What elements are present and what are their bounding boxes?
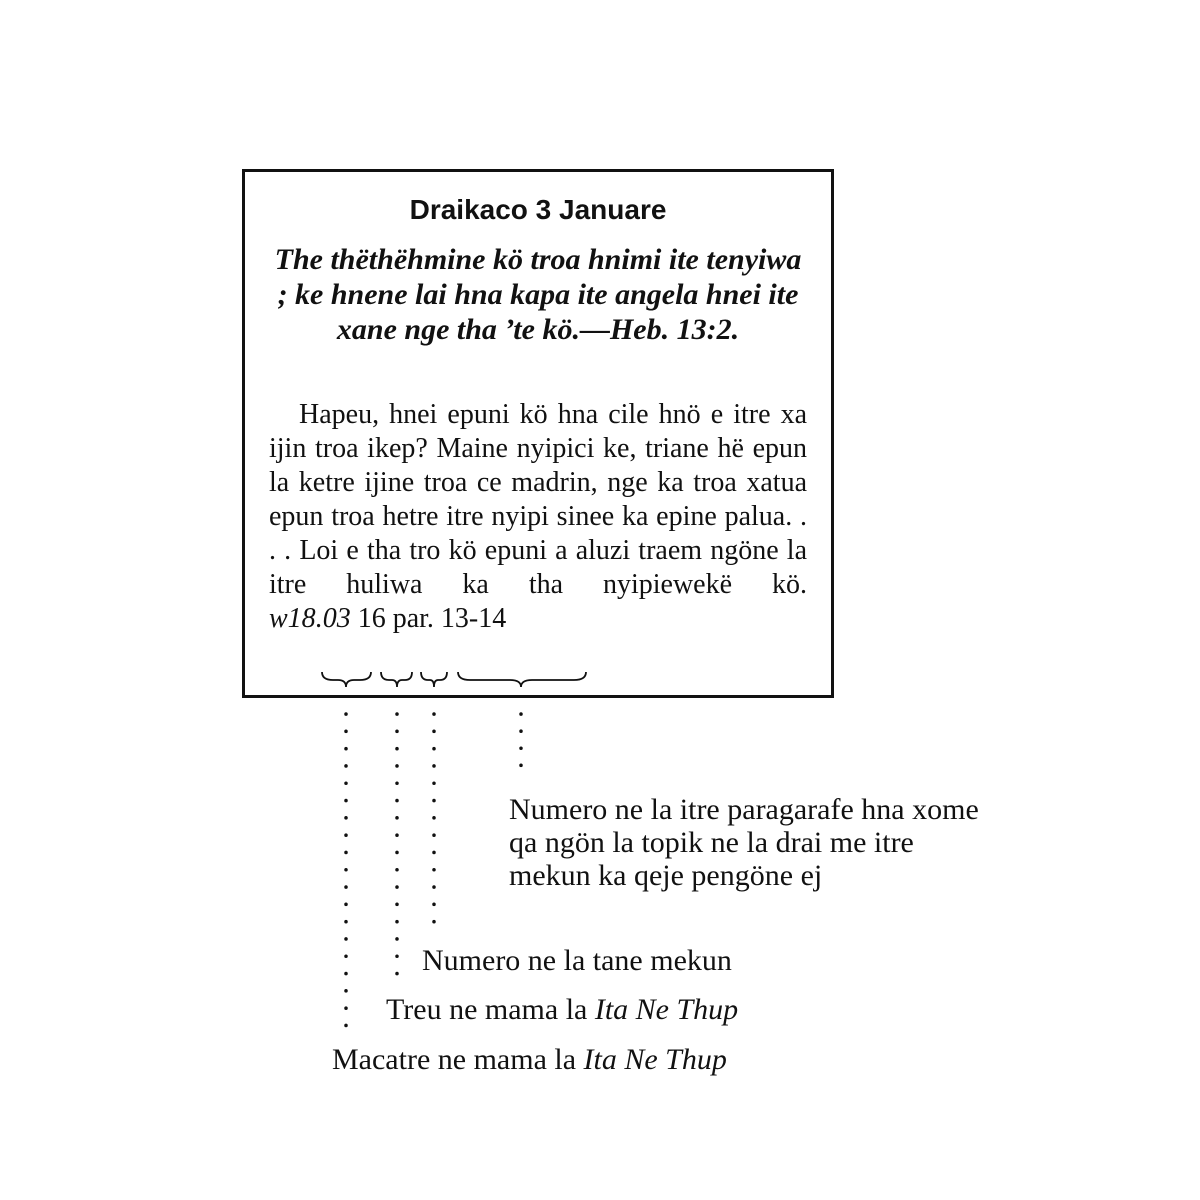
ref-issue: 03	[322, 603, 351, 634]
ref-separator: .	[315, 603, 323, 634]
card-body	[269, 398, 807, 636]
label-year	[332, 1043, 727, 1076]
label-paragraph-numbers: Numero ne la itre paragarafe hna xome qa ngön la topik ne la drai me itre mekun ka qeje pengöne ej	[509, 793, 979, 892]
label-issue-magazine: Ita Ne Thup	[594, 993, 739, 1026]
theme-scripture: The thëthëhmine kö troa hnimi ite tenyiwa ; ke hnene lai hna kapa ite angela hnei ite xane nge tha ’te kö.—Heb. 13:2.	[274, 243, 802, 346]
reference-line	[269, 603, 506, 634]
card-date-title: Draikaco 3 Januare	[409, 194, 667, 225]
ref-magazine: w18	[269, 603, 316, 634]
daily-text-card	[242, 169, 834, 698]
body-text: Hapeu, hnei epuni kö hna cile hnö e itre xa ijin troa ikep? Maine nyipici ke, triane hë epun la ketre ijine troa ce madrin, nge ka troa xatua epun troa hetre itre nyipi sinee ka epine palua. . . . Loi e tha tro kö epuni a aluzi traem ngöne la itre huliwa ka tha nyipiewekë kö.	[269, 399, 807, 600]
label-page-number: Numero ne la tane mekun	[422, 944, 732, 977]
label-issue	[386, 993, 738, 1026]
ref-page: 16	[357, 603, 386, 634]
ref-paragraphs: par. 13-14	[392, 603, 507, 634]
label-year-magazine: Ita Ne Thup	[583, 1043, 727, 1076]
label-year-prefix: Macatre ne mama la	[332, 1043, 584, 1076]
label-issue-prefix: Treu ne mama la	[386, 993, 595, 1026]
